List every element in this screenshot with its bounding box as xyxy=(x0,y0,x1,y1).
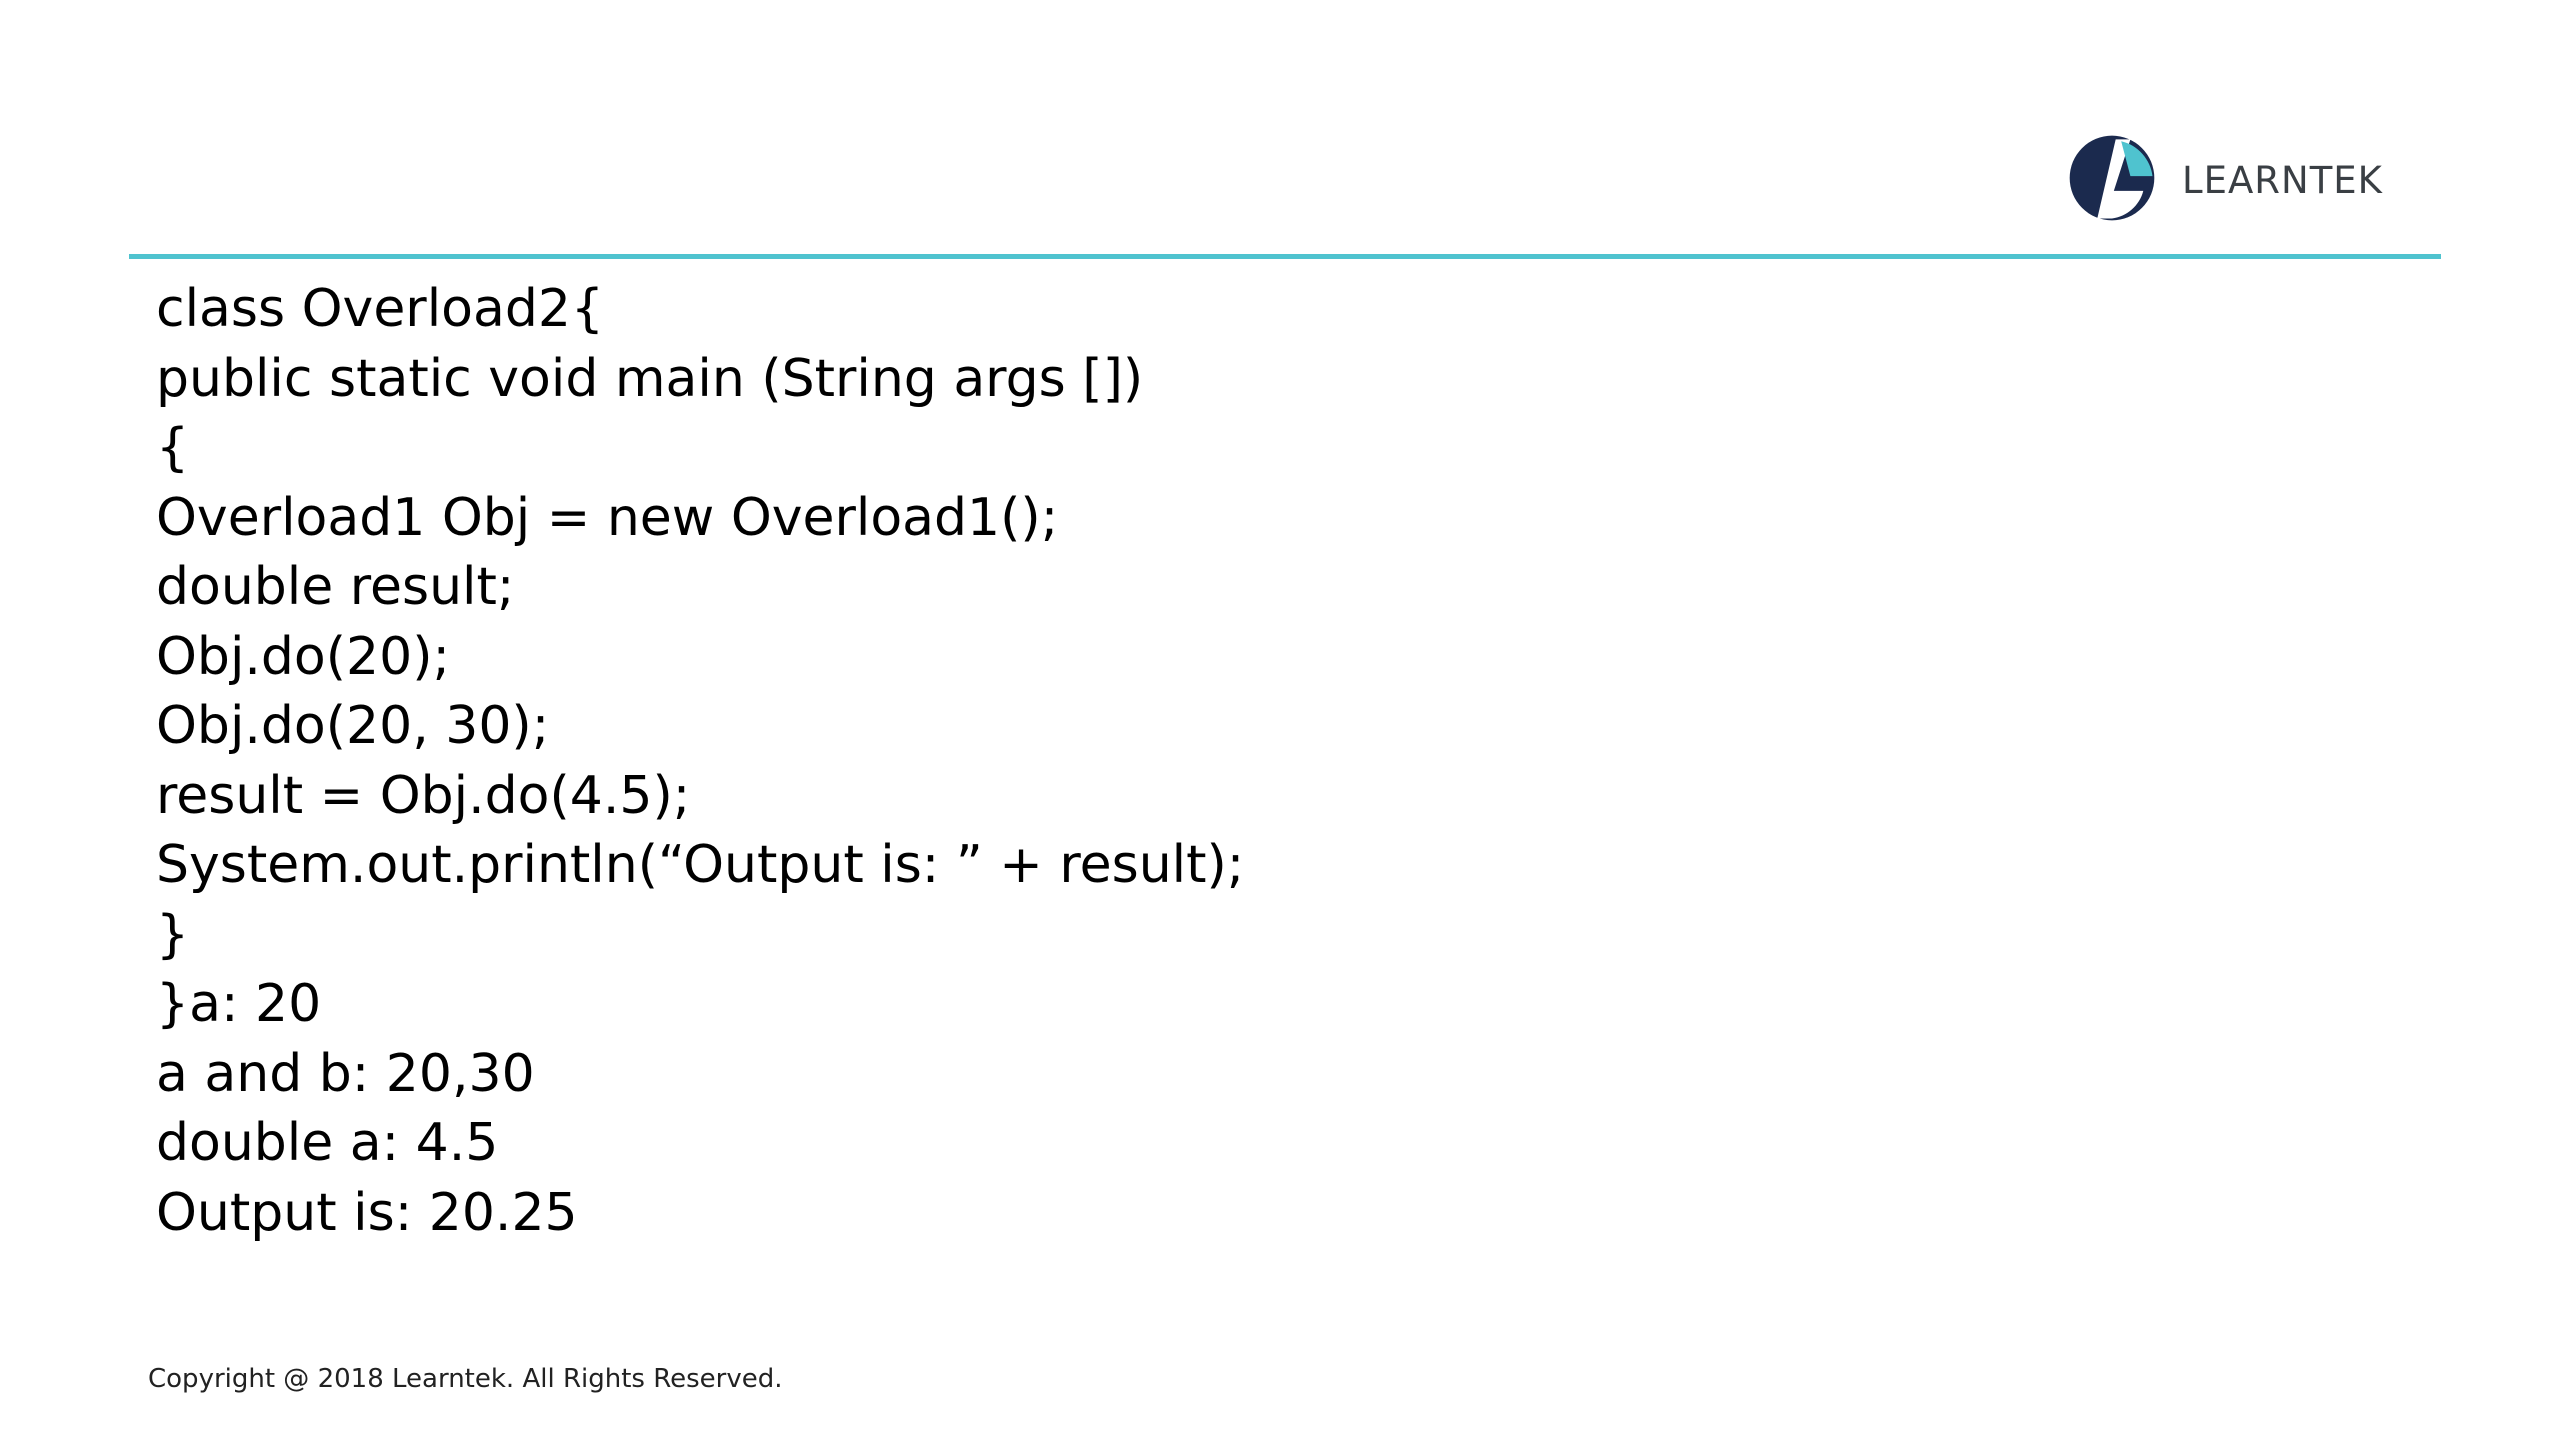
code-line: { xyxy=(156,418,190,478)
learntek-logo-icon xyxy=(2066,132,2158,224)
code-line: Output is: 20.25 xyxy=(156,1182,578,1243)
code-line: Overload1 Obj = new Overload1(); xyxy=(156,487,1059,548)
header-divider xyxy=(129,254,2441,259)
logo-wordmark: LEARNTEK xyxy=(2182,158,2383,202)
copyright-footer: Copyright @ 2018 Learntek. All Rights Reserved. xyxy=(148,1364,783,1394)
code-line: Obj.do(20, 30); xyxy=(156,696,550,756)
code-line: }a: 20 xyxy=(156,974,322,1034)
code-line: double result; xyxy=(156,557,515,617)
code-line: result = Obj.do(4.5); xyxy=(156,765,691,826)
code-listing xyxy=(156,275,2356,1248)
learntek-logo xyxy=(2066,128,2383,228)
code-line: class Overload2{ xyxy=(156,279,604,339)
code-line: Obj.do(20); xyxy=(156,626,450,687)
code-line: public static void main (String args []) xyxy=(156,348,1144,409)
code-line: System.out.println(“Output is: ” + result); xyxy=(156,835,1245,895)
code-line: a and b: 20,30 xyxy=(156,1043,535,1104)
code-line: double a: 4.5 xyxy=(156,1113,499,1173)
code-line: } xyxy=(156,904,190,965)
